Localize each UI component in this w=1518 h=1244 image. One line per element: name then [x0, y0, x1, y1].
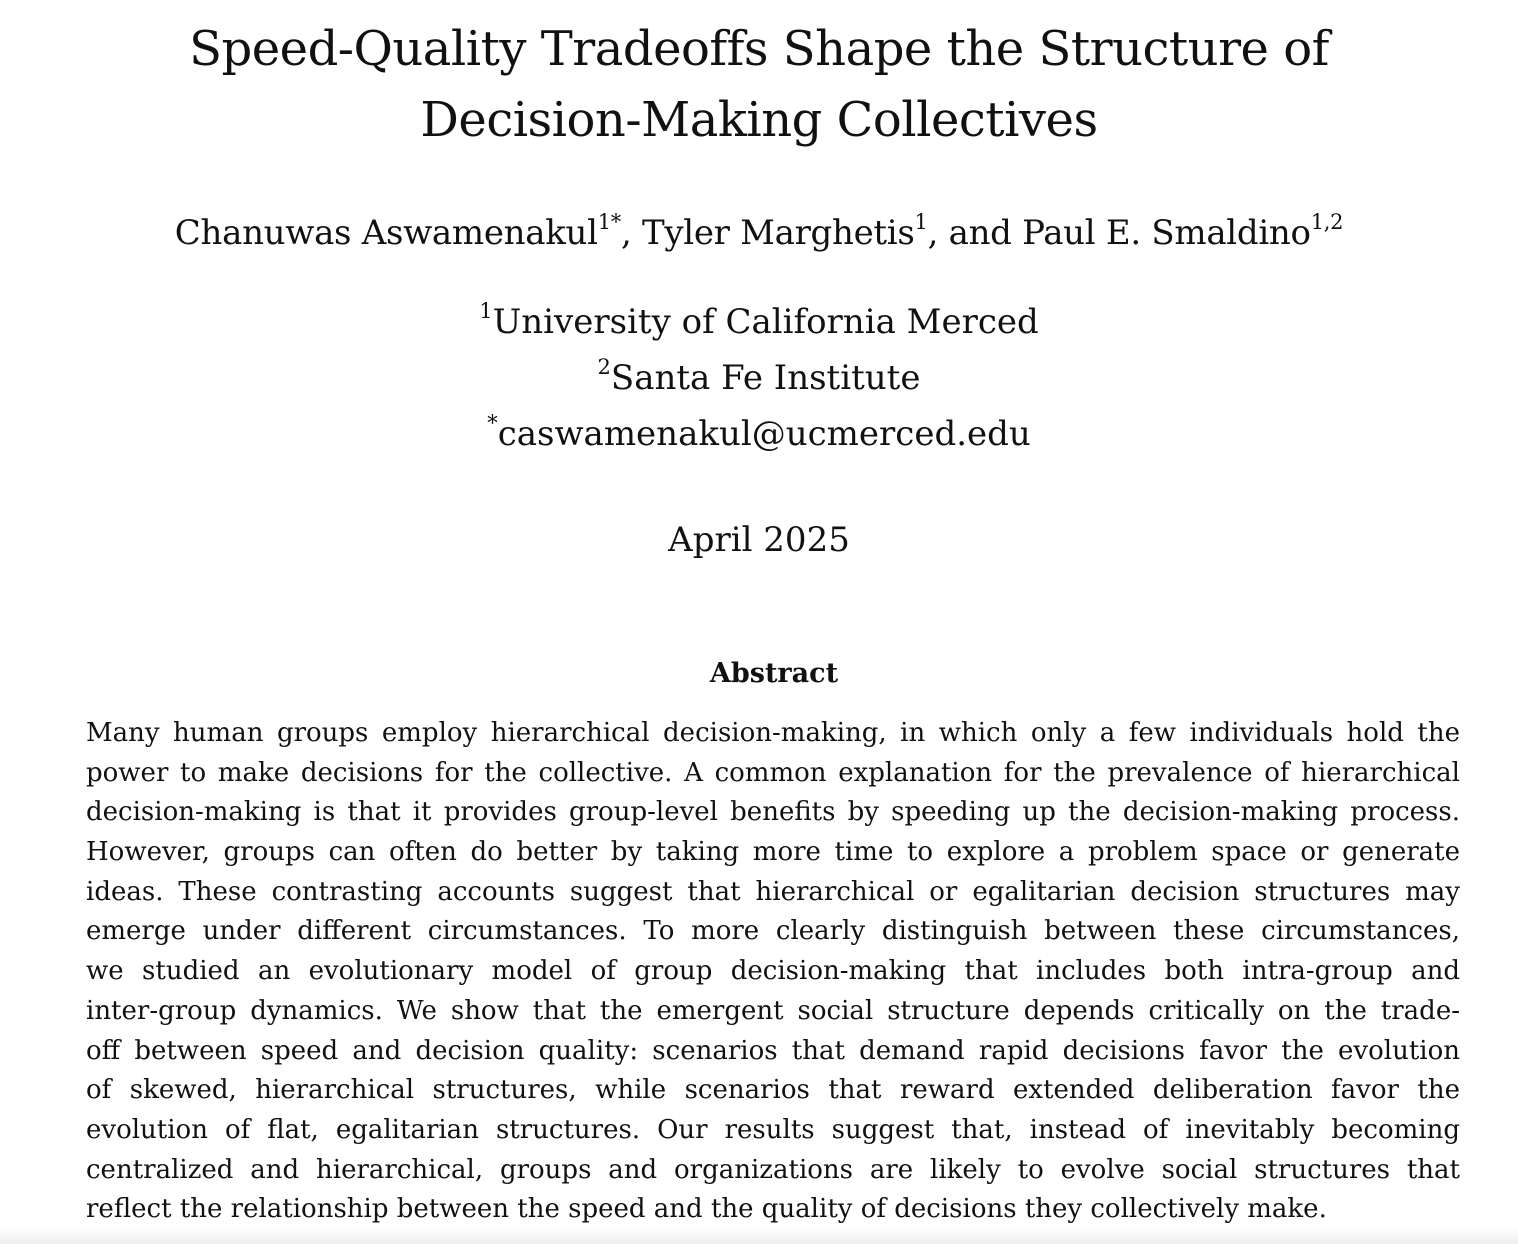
author-affiliation-mark: 1,2 [1310, 210, 1344, 234]
contact-email-item [0, 408, 1518, 464]
author-separator: , and [927, 213, 1023, 253]
title-line: Speed-Quality Tradeoffs Shape the Structure of [189, 21, 1329, 77]
abstract-line: we studied an evolutionary model of group decision-making that includes both intra-group and [86, 956, 1460, 987]
author-affiliation-mark: 1* [597, 210, 621, 234]
author-name: Paul E. Smaldino [1022, 213, 1311, 253]
affiliation-text: University of California Merced [492, 302, 1039, 342]
abstract-line: However, groups can often do better by taking more time to explore a problem space or generate [86, 837, 1460, 868]
abstract-body [86, 714, 1460, 1230]
paper-title [0, 14, 1518, 156]
affiliation-item [0, 296, 1518, 352]
author-separator: , [620, 213, 642, 253]
affiliation-mark: 1 [479, 299, 493, 323]
abstract-line: power to make decisions for the collective. A common explanation for the prevalence of hierarchical [86, 757, 1460, 788]
author-affiliation-mark: 1 [914, 210, 928, 234]
abstract-line: decision-making is that it provides group-level benefits by speeding up the decision-making process. [86, 797, 1460, 828]
publication-date: April 2025 [668, 520, 850, 560]
abstract-line: reflect the relationship between the speed and the quality of decisions they collectively make. [86, 1194, 1327, 1225]
abstract-heading: Abstract [709, 658, 839, 689]
affiliation-list [0, 296, 1518, 464]
affiliation-text: Santa Fe Institute [610, 358, 921, 398]
abstract-line: ideas. These contrasting accounts suggest that hierarchical or egalitarian decision structures may [86, 876, 1460, 907]
author-name: Tyler Marghetis [641, 213, 915, 253]
abstract-line: evolution of flat, egalitarian structures. Our results suggest that, instead of inevitably becoming [86, 1114, 1460, 1145]
abstract-line: of skewed, hierarchical structures, while scenarios that reward extended deliberation favor the [86, 1075, 1460, 1106]
affiliation-item [0, 352, 1518, 408]
title-line: Decision-Making Collectives [420, 92, 1098, 148]
affiliation-mark: 2 [597, 355, 611, 379]
abstract-line: Many human groups employ hierarchical decision-making, in which only a few individuals hold the [86, 718, 1460, 748]
page-bottom-shadow [0, 1228, 1518, 1244]
author-name: Chanuwas Aswamenakul [174, 213, 598, 253]
abstract-line: off between speed and decision quality: scenarios that demand rapid decisions favor the evolution [86, 1035, 1460, 1066]
affiliation-mark: * [487, 411, 498, 435]
abstract-line: inter-group dynamics. We show that the emergent social structure depends critically on the trade- [86, 995, 1460, 1026]
contact-email: caswamenakul@ucmerced.edu [497, 414, 1031, 454]
abstract-line: centralized and hierarchical, groups and organizations are likely to evolve social structures that [86, 1154, 1460, 1185]
author-list [0, 208, 1518, 262]
abstract-line: emerge under different circumstances. To more clearly distinguish between these circumstances, [86, 916, 1460, 947]
